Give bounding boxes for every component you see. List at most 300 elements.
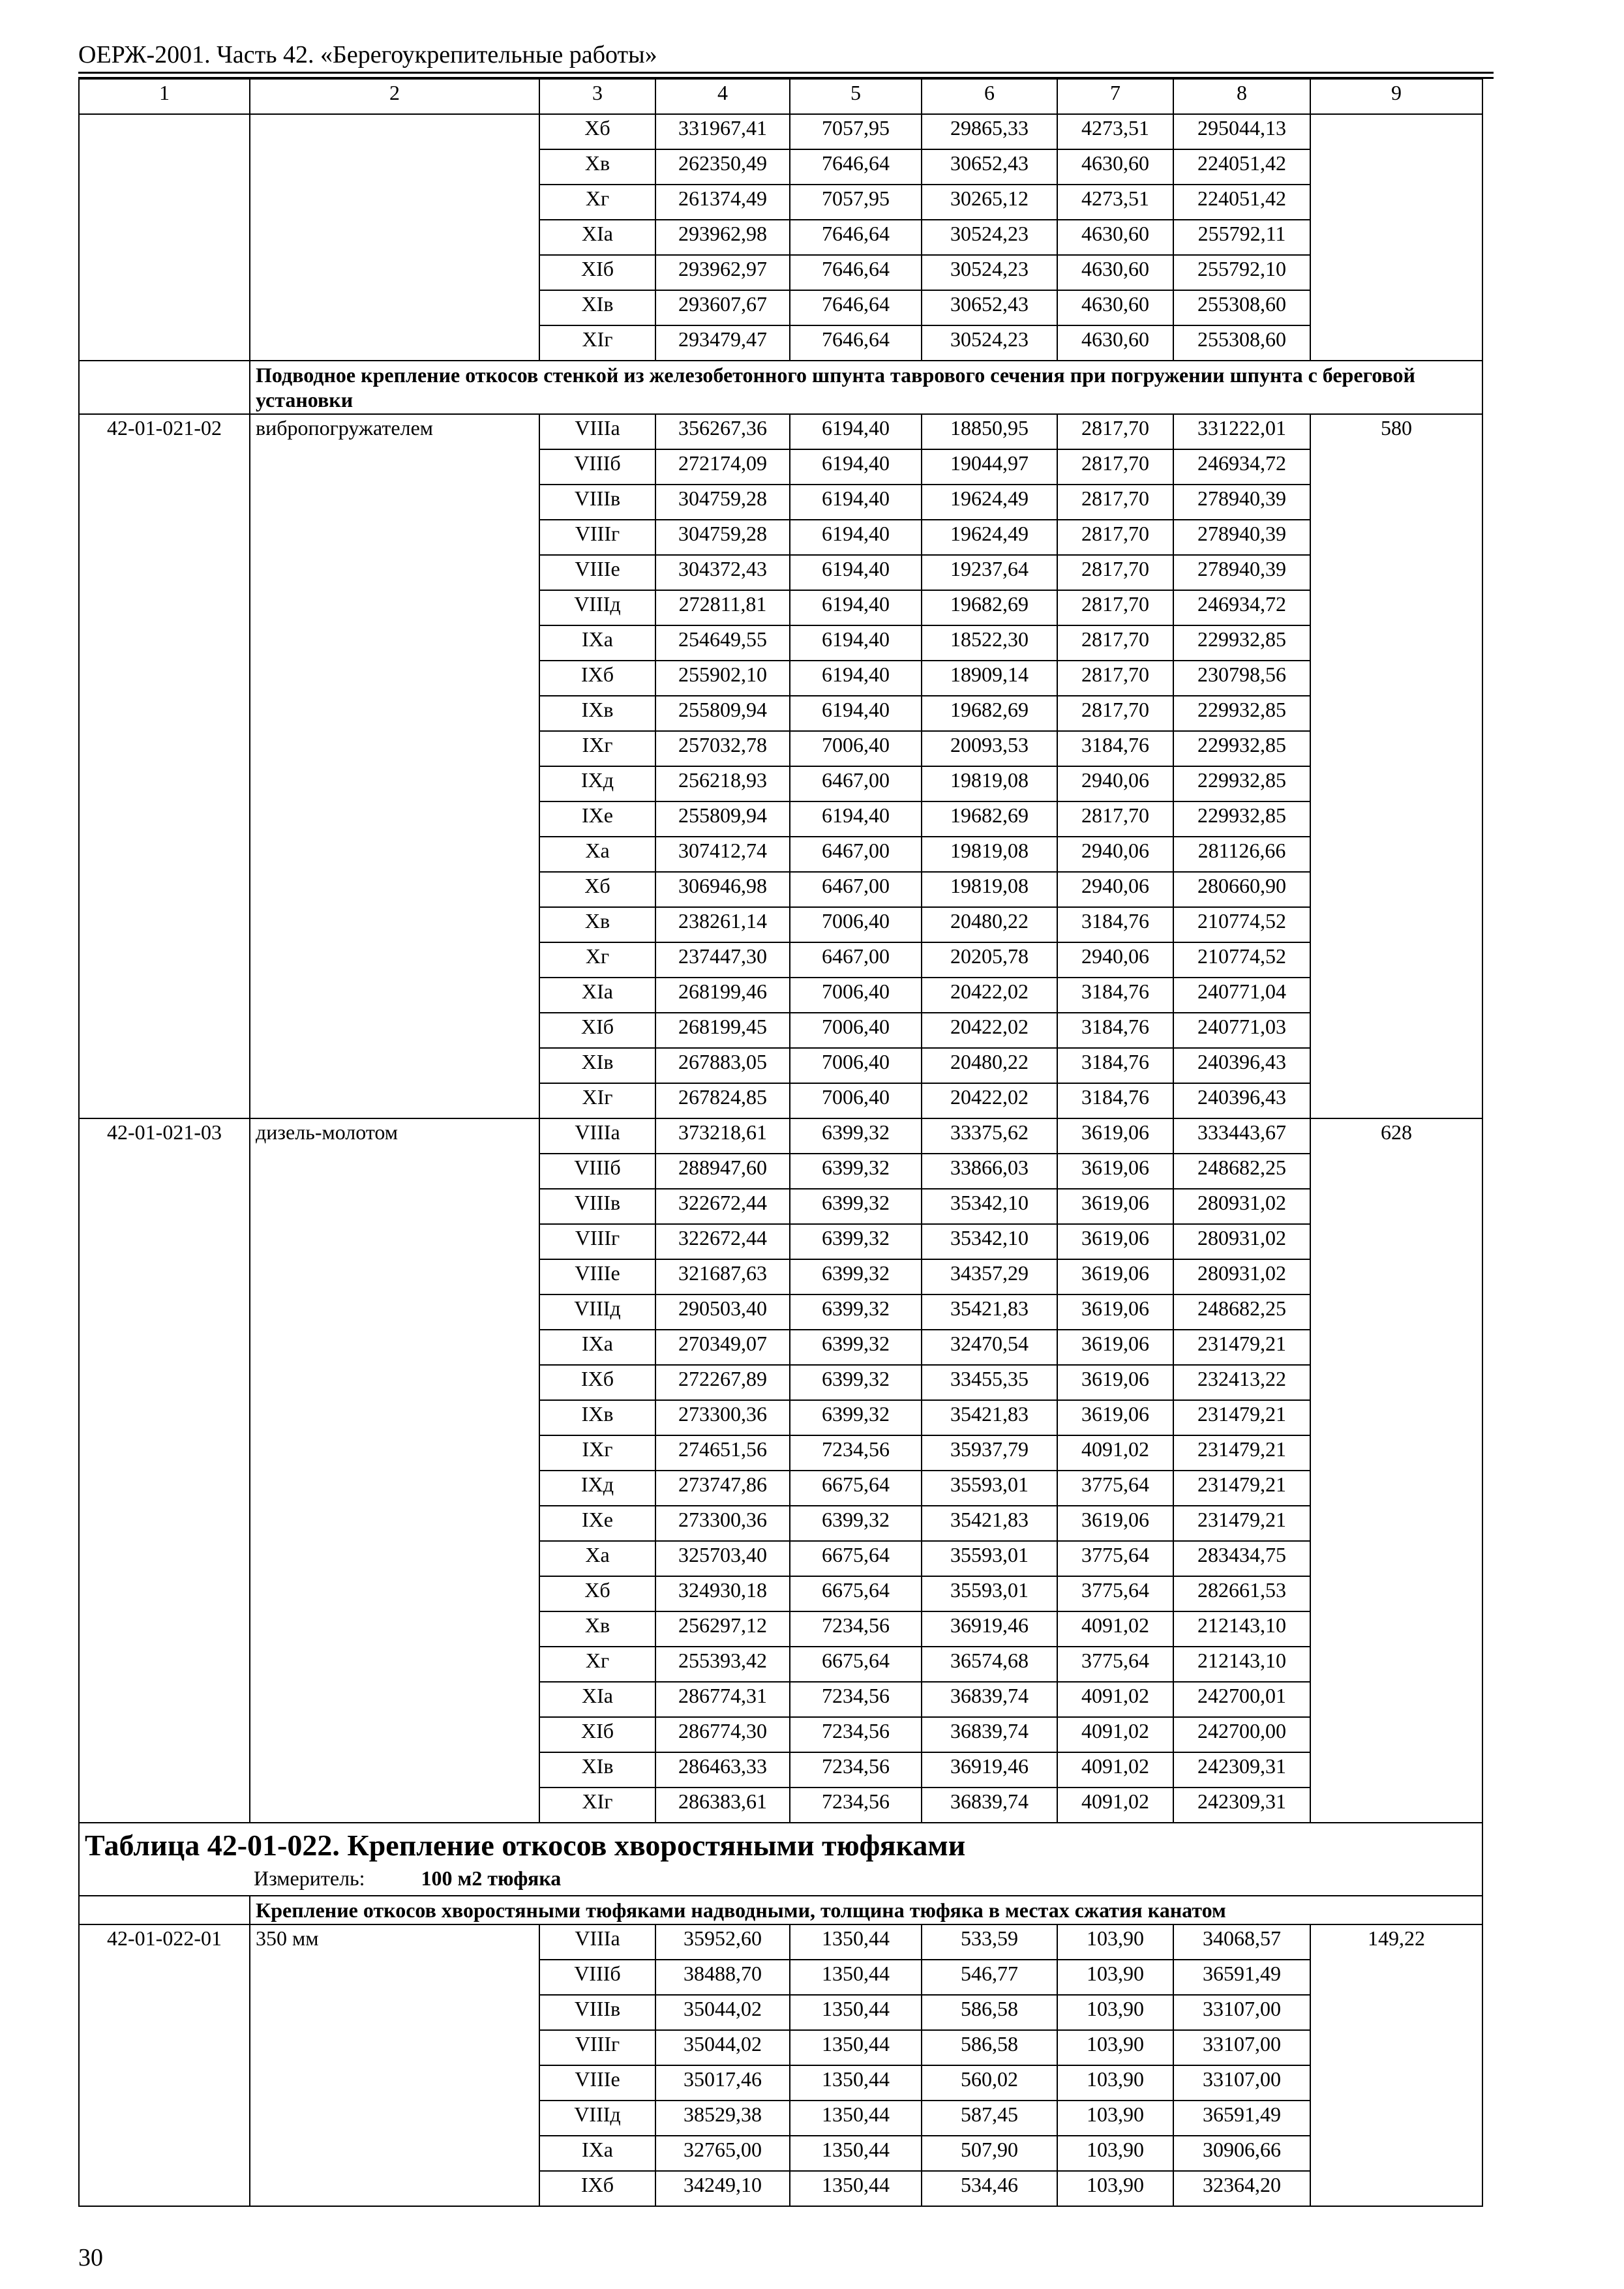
wage-cell: 6194,40 (790, 449, 922, 485)
labor-cost-cell: 149,22 (1310, 1924, 1482, 2206)
total-cost-cell: 286774,30 (655, 1717, 790, 1752)
total-cost-cell: 255902,10 (655, 661, 790, 696)
materials-cell: 33107,00 (1173, 2065, 1310, 2101)
wage-cell: 6467,00 (790, 837, 922, 872)
machine-cost-cell: 36919,46 (922, 1752, 1057, 1788)
total-cost-cell: 237447,30 (655, 942, 790, 978)
machinist-wage-cell: 2817,70 (1057, 590, 1173, 625)
total-cost-cell: 273300,36 (655, 1400, 790, 1435)
wage-cell: 7006,40 (790, 907, 922, 942)
materials-cell: 278940,39 (1173, 555, 1310, 590)
wage-cell: 7006,40 (790, 1048, 922, 1083)
materials-cell: 229932,85 (1173, 766, 1310, 801)
zone-cell: VIIIг (539, 1224, 655, 1259)
machine-cost-cell: 19044,97 (922, 449, 1057, 485)
total-cost-cell: 38488,70 (655, 1960, 790, 1995)
machine-cost-cell: 29865,33 (922, 114, 1057, 149)
machine-cost-cell: 35593,01 (922, 1471, 1057, 1506)
machine-cost-cell: 560,02 (922, 2065, 1057, 2101)
wage-cell: 6194,40 (790, 414, 922, 449)
zone-cell: VIIIд (539, 1294, 655, 1330)
machine-cost-cell: 19819,08 (922, 766, 1057, 801)
wage-cell: 7234,56 (790, 1717, 922, 1752)
total-cost-cell: 254649,55 (655, 625, 790, 661)
zone-cell: Хг (539, 942, 655, 978)
total-cost-cell: 286383,61 (655, 1788, 790, 1823)
work-name: дизель-молотом (250, 1118, 539, 1823)
machinist-wage-cell: 103,90 (1057, 2101, 1173, 2136)
col-header: 1 (79, 79, 250, 114)
materials-cell: 231479,21 (1173, 1471, 1310, 1506)
wage-cell: 6399,32 (790, 1400, 922, 1435)
machinist-wage-cell: 2817,70 (1057, 661, 1173, 696)
page-title: ОЕРЖ-2001. Часть 42. «Берегоукрепительные работы» (78, 41, 657, 68)
wage-cell: 7646,64 (790, 290, 922, 325)
zone-cell: ХIг (539, 325, 655, 361)
wage-cell: 7057,95 (790, 114, 922, 149)
labor-cost-cell: 580 (1310, 414, 1482, 1118)
zone-cell: IХе (539, 1506, 655, 1541)
col-header: 3 (539, 79, 655, 114)
wage-cell: 6675,64 (790, 1471, 922, 1506)
zone-cell: ХIб (539, 1717, 655, 1752)
materials-cell: 240396,43 (1173, 1083, 1310, 1118)
machinist-wage-cell: 2940,06 (1057, 872, 1173, 907)
table-row (79, 414, 1482, 449)
work-name: вибропогружателем (250, 414, 539, 1118)
zone-cell: ХIв (539, 1752, 655, 1788)
zone-cell: VIIIб (539, 449, 655, 485)
machinist-wage-cell: 3619,06 (1057, 1400, 1173, 1435)
machine-cost-cell: 33455,35 (922, 1365, 1057, 1400)
machinist-wage-cell: 3619,06 (1057, 1118, 1173, 1154)
machinist-wage-cell: 2817,70 (1057, 520, 1173, 555)
materials-cell: 333443,67 (1173, 1118, 1310, 1154)
machinist-wage-cell: 3184,76 (1057, 978, 1173, 1013)
machine-cost-cell: 19682,69 (922, 801, 1057, 837)
zone-cell: ХIв (539, 290, 655, 325)
zone-cell: ХIб (539, 1013, 655, 1048)
machinist-wage-cell: 3184,76 (1057, 907, 1173, 942)
materials-cell: 295044,13 (1173, 114, 1310, 149)
wage-cell: 6399,32 (790, 1330, 922, 1365)
machinist-wage-cell: 2817,70 (1057, 485, 1173, 520)
machinist-wage-cell: 3184,76 (1057, 1048, 1173, 1083)
total-cost-cell: 262350,49 (655, 149, 790, 185)
total-cost-cell: 272811,81 (655, 590, 790, 625)
wage-cell: 6399,32 (790, 1189, 922, 1224)
wage-cell: 1350,44 (790, 2065, 922, 2101)
zone-cell: IХд (539, 1471, 655, 1506)
machinist-wage-cell: 3619,06 (1057, 1189, 1173, 1224)
machine-cost-cell: 20422,02 (922, 1083, 1057, 1118)
table-body (79, 79, 1482, 2206)
zone-cell: IХв (539, 1400, 655, 1435)
machinist-wage-cell: 4273,51 (1057, 185, 1173, 220)
zone-cell: IХб (539, 2171, 655, 2206)
total-cost-cell: 261374,49 (655, 185, 790, 220)
materials-cell: 281126,66 (1173, 837, 1310, 872)
total-cost-cell: 272174,09 (655, 449, 790, 485)
total-cost-cell: 272267,89 (655, 1365, 790, 1400)
column-number-row (79, 79, 1482, 114)
total-cost-cell: 270349,07 (655, 1330, 790, 1365)
zone-cell: Хв (539, 907, 655, 942)
total-cost-cell: 257032,78 (655, 731, 790, 766)
total-cost-cell: 255809,94 (655, 801, 790, 837)
machine-cost-cell: 33375,62 (922, 1118, 1057, 1154)
machinist-wage-cell: 4273,51 (1057, 114, 1173, 149)
machinist-wage-cell: 4630,60 (1057, 220, 1173, 255)
materials-cell: 229932,85 (1173, 696, 1310, 731)
machinist-wage-cell: 3775,64 (1057, 1647, 1173, 1682)
machinist-wage-cell: 103,90 (1057, 1960, 1173, 1995)
total-cost-cell: 267824,85 (655, 1083, 790, 1118)
total-cost-cell: 32765,00 (655, 2136, 790, 2171)
machine-cost-cell: 19819,08 (922, 872, 1057, 907)
machine-cost-cell: 534,46 (922, 2171, 1057, 2206)
work-name (250, 114, 539, 361)
wage-cell: 6194,40 (790, 696, 922, 731)
zone-cell: Ха (539, 1541, 655, 1576)
zone-cell: IХд (539, 766, 655, 801)
wage-cell: 7646,64 (790, 149, 922, 185)
machine-cost-cell: 19819,08 (922, 837, 1057, 872)
total-cost-cell: 288947,60 (655, 1154, 790, 1189)
materials-cell: 248682,25 (1173, 1154, 1310, 1189)
total-cost-cell: 304759,28 (655, 485, 790, 520)
zone-cell: IХб (539, 661, 655, 696)
materials-cell: 34068,57 (1173, 1924, 1310, 1960)
machinist-wage-cell: 3775,64 (1057, 1471, 1173, 1506)
materials-cell: 231479,21 (1173, 1400, 1310, 1435)
materials-cell: 278940,39 (1173, 485, 1310, 520)
materials-cell: 232413,22 (1173, 1365, 1310, 1400)
machine-cost-cell: 586,58 (922, 2030, 1057, 2065)
machine-cost-cell: 587,45 (922, 2101, 1057, 2136)
total-cost-cell: 274651,56 (655, 1435, 790, 1471)
wage-cell: 6399,32 (790, 1224, 922, 1259)
materials-cell: 240771,03 (1173, 1013, 1310, 1048)
total-cost-cell: 324930,18 (655, 1576, 790, 1611)
machine-cost-cell: 586,58 (922, 1995, 1057, 2030)
machinist-wage-cell: 3775,64 (1057, 1576, 1173, 1611)
machine-cost-cell: 18850,95 (922, 414, 1057, 449)
machine-cost-cell: 20205,78 (922, 942, 1057, 978)
machine-cost-cell: 35421,83 (922, 1400, 1057, 1435)
machinist-wage-cell: 4091,02 (1057, 1682, 1173, 1717)
machinist-wage-cell: 103,90 (1057, 2171, 1173, 2206)
machine-cost-cell: 36839,74 (922, 1682, 1057, 1717)
zone-cell: ХIг (539, 1083, 655, 1118)
machine-cost-cell: 19682,69 (922, 696, 1057, 731)
total-cost-cell: 293962,98 (655, 220, 790, 255)
materials-cell: 246934,72 (1173, 449, 1310, 485)
wage-cell: 7006,40 (790, 731, 922, 766)
total-cost-cell: 34249,10 (655, 2171, 790, 2206)
labor-cost-cell: 628 (1310, 1118, 1482, 1823)
machinist-wage-cell: 3184,76 (1057, 1083, 1173, 1118)
machine-cost-cell: 533,59 (922, 1924, 1057, 1960)
zone-cell: Хб (539, 114, 655, 149)
wage-cell: 7646,64 (790, 325, 922, 361)
materials-cell: 229932,85 (1173, 625, 1310, 661)
wage-cell: 7006,40 (790, 1013, 922, 1048)
wage-cell: 1350,44 (790, 1924, 922, 1960)
machinist-wage-cell: 103,90 (1057, 2030, 1173, 2065)
total-cost-cell: 268199,46 (655, 978, 790, 1013)
total-cost-cell: 255809,94 (655, 696, 790, 731)
section-spacer (79, 361, 250, 414)
machine-cost-cell: 30524,23 (922, 325, 1057, 361)
materials-cell: 210774,52 (1173, 942, 1310, 978)
zone-cell: ХIа (539, 978, 655, 1013)
materials-cell: 224051,42 (1173, 149, 1310, 185)
zone-cell: Хв (539, 149, 655, 185)
machine-cost-cell: 18522,30 (922, 625, 1057, 661)
machine-cost-cell: 35593,01 (922, 1576, 1057, 1611)
materials-cell: 242309,31 (1173, 1752, 1310, 1788)
table-row (79, 1118, 1482, 1154)
machinist-wage-cell: 4091,02 (1057, 1788, 1173, 1823)
total-cost-cell: 293479,47 (655, 325, 790, 361)
wage-cell: 6194,40 (790, 801, 922, 837)
machine-cost-cell: 30524,23 (922, 255, 1057, 290)
wage-cell: 7006,40 (790, 978, 922, 1013)
total-cost-cell: 306946,98 (655, 872, 790, 907)
zone-cell: VIIIв (539, 1189, 655, 1224)
total-cost-cell: 35044,02 (655, 2030, 790, 2065)
wage-cell: 6675,64 (790, 1576, 922, 1611)
wage-cell: 6194,40 (790, 485, 922, 520)
machine-cost-cell: 19624,49 (922, 520, 1057, 555)
machine-cost-cell: 33866,03 (922, 1154, 1057, 1189)
wage-cell: 7234,56 (790, 1682, 922, 1717)
wage-cell: 6399,32 (790, 1365, 922, 1400)
zone-cell: VIIIд (539, 2101, 655, 2136)
rate-code: 42-01-021-02 (79, 414, 250, 1118)
machinist-wage-cell: 3619,06 (1057, 1259, 1173, 1294)
zone-cell: Хг (539, 185, 655, 220)
total-cost-cell: 35044,02 (655, 1995, 790, 2030)
materials-cell: 331222,01 (1173, 414, 1310, 449)
total-cost-cell: 286463,33 (655, 1752, 790, 1788)
total-cost-cell: 267883,05 (655, 1048, 790, 1083)
col-header: 8 (1173, 79, 1310, 114)
machinist-wage-cell: 4630,60 (1057, 255, 1173, 290)
wage-cell: 6399,32 (790, 1506, 922, 1541)
total-cost-cell: 273300,36 (655, 1506, 790, 1541)
machine-cost-cell: 35342,10 (922, 1189, 1057, 1224)
wage-cell: 6194,40 (790, 555, 922, 590)
zone-cell: Хв (539, 1611, 655, 1647)
machinist-wage-cell: 2940,06 (1057, 837, 1173, 872)
measure-value: 100 м2 тюфяка (421, 1866, 562, 1890)
work-name: 350 мм (250, 1924, 539, 2206)
wage-cell: 6399,32 (790, 1118, 922, 1154)
materials-cell: 212143,10 (1173, 1647, 1310, 1682)
machinist-wage-cell: 3619,06 (1057, 1506, 1173, 1541)
zone-cell: IХг (539, 731, 655, 766)
labor-cost-cell (1310, 114, 1482, 361)
wage-cell: 7234,56 (790, 1435, 922, 1471)
materials-cell: 230798,56 (1173, 661, 1310, 696)
machine-cost-cell: 19682,69 (922, 590, 1057, 625)
total-cost-cell: 321687,63 (655, 1259, 790, 1294)
machine-cost-cell: 36839,74 (922, 1788, 1057, 1823)
materials-cell: 36591,49 (1173, 1960, 1310, 1995)
zone-cell: VIIIд (539, 590, 655, 625)
total-cost-cell: 286774,31 (655, 1682, 790, 1717)
zone-cell: VIIIе (539, 1259, 655, 1294)
total-cost-cell: 35952,60 (655, 1924, 790, 1960)
machine-cost-cell: 36919,46 (922, 1611, 1057, 1647)
wage-cell: 6675,64 (790, 1647, 922, 1682)
machinist-wage-cell: 103,90 (1057, 1995, 1173, 2030)
zone-cell: VIIIе (539, 2065, 655, 2101)
machine-cost-cell: 36839,74 (922, 1717, 1057, 1752)
machine-cost-cell: 36574,68 (922, 1647, 1057, 1682)
machinist-wage-cell: 4091,02 (1057, 1435, 1173, 1471)
zone-cell: ХIб (539, 255, 655, 290)
zone-cell: ХIа (539, 1682, 655, 1717)
total-cost-cell: 373218,61 (655, 1118, 790, 1154)
materials-cell: 242700,01 (1173, 1682, 1310, 1717)
machinist-wage-cell: 3619,06 (1057, 1330, 1173, 1365)
machinist-wage-cell: 103,90 (1057, 2136, 1173, 2171)
total-cost-cell: 293607,67 (655, 290, 790, 325)
col-header: 4 (655, 79, 790, 114)
zone-cell: Ха (539, 837, 655, 872)
machinist-wage-cell: 4630,60 (1057, 325, 1173, 361)
section-title: Крепление откосов хворостяными тюфяками надводными, толщина тюфяка в местах сжатия канатом (250, 1896, 1482, 1924)
section-title: Подводное крепление откосов стенкой из железобетонного шпунта таврового сечения при погружении шпунта с береговой установки (250, 361, 1482, 414)
col-header: 7 (1057, 79, 1173, 114)
wage-cell: 7234,56 (790, 1611, 922, 1647)
machinist-wage-cell: 103,90 (1057, 2065, 1173, 2101)
col-header: 2 (250, 79, 539, 114)
price-table-container (78, 78, 1483, 2207)
total-cost-cell: 322672,44 (655, 1189, 790, 1224)
wage-cell: 7234,56 (790, 1788, 922, 1823)
table-title-cell (79, 1823, 1482, 1896)
machinist-wage-cell: 4091,02 (1057, 1717, 1173, 1752)
materials-cell: 280931,02 (1173, 1259, 1310, 1294)
machinist-wage-cell: 3619,06 (1057, 1294, 1173, 1330)
machine-cost-cell: 30524,23 (922, 220, 1057, 255)
zone-cell: VIIIг (539, 2030, 655, 2065)
materials-cell: 280660,90 (1173, 872, 1310, 907)
machine-cost-cell: 19237,64 (922, 555, 1057, 590)
wage-cell: 6399,32 (790, 1294, 922, 1330)
machinist-wage-cell: 3619,06 (1057, 1365, 1173, 1400)
machine-cost-cell: 34357,29 (922, 1259, 1057, 1294)
wage-cell: 7006,40 (790, 1083, 922, 1118)
machinist-wage-cell: 4630,60 (1057, 290, 1173, 325)
machine-cost-cell: 30652,43 (922, 149, 1057, 185)
materials-cell: 30906,66 (1173, 2136, 1310, 2171)
zone-cell: ХIа (539, 220, 655, 255)
materials-cell: 229932,85 (1173, 801, 1310, 837)
col-header: 5 (790, 79, 922, 114)
machine-cost-cell: 35421,83 (922, 1506, 1057, 1541)
materials-cell: 212143,10 (1173, 1611, 1310, 1647)
machinist-wage-cell: 4630,60 (1057, 149, 1173, 185)
machine-cost-cell: 20093,53 (922, 731, 1057, 766)
materials-cell: 210774,52 (1173, 907, 1310, 942)
wage-cell: 6194,40 (790, 590, 922, 625)
rate-code: 42-01-022-01 (79, 1924, 250, 2206)
materials-cell: 280931,02 (1173, 1189, 1310, 1224)
machine-cost-cell: 20422,02 (922, 1013, 1057, 1048)
machine-cost-cell: 32470,54 (922, 1330, 1057, 1365)
wage-cell: 1350,44 (790, 2030, 922, 2065)
total-cost-cell: 331967,41 (655, 114, 790, 149)
zone-cell: IХа (539, 625, 655, 661)
materials-cell: 36591,49 (1173, 2101, 1310, 2136)
machinist-wage-cell: 103,90 (1057, 1924, 1173, 1960)
wage-cell: 6399,32 (790, 1154, 922, 1189)
machinist-wage-cell: 3184,76 (1057, 1013, 1173, 1048)
materials-cell: 255792,11 (1173, 220, 1310, 255)
zone-cell: VIIIб (539, 1960, 655, 1995)
total-cost-cell: 307412,74 (655, 837, 790, 872)
measure-line (80, 1865, 1482, 1895)
zone-cell: IХе (539, 801, 655, 837)
materials-cell: 240771,04 (1173, 978, 1310, 1013)
wage-cell: 6194,40 (790, 625, 922, 661)
wage-cell: 6194,40 (790, 661, 922, 696)
machine-cost-cell: 35593,01 (922, 1541, 1057, 1576)
materials-cell: 32364,20 (1173, 2171, 1310, 2206)
page-header (78, 38, 1494, 79)
wage-cell: 7646,64 (790, 255, 922, 290)
machinist-wage-cell: 2817,70 (1057, 801, 1173, 837)
materials-cell: 246934,72 (1173, 590, 1310, 625)
wage-cell: 6194,40 (790, 520, 922, 555)
total-cost-cell: 325703,40 (655, 1541, 790, 1576)
total-cost-cell: 290503,40 (655, 1294, 790, 1330)
wage-cell: 7646,64 (790, 220, 922, 255)
machinist-wage-cell: 3775,64 (1057, 1541, 1173, 1576)
zone-cell: VIIIа (539, 414, 655, 449)
machinist-wage-cell: 3619,06 (1057, 1224, 1173, 1259)
machinist-wage-cell: 2940,06 (1057, 942, 1173, 978)
header-rule (78, 72, 1494, 74)
zone-cell: VIIIб (539, 1154, 655, 1189)
table-title-row (79, 1823, 1482, 1896)
total-cost-cell: 268199,45 (655, 1013, 790, 1048)
section-header (79, 1896, 1482, 1924)
total-cost-cell: 304759,28 (655, 520, 790, 555)
zone-cell: Хб (539, 1576, 655, 1611)
machinist-wage-cell: 2817,70 (1057, 414, 1173, 449)
wage-cell: 1350,44 (790, 2136, 922, 2171)
section-header (79, 361, 1482, 414)
machine-cost-cell: 18909,14 (922, 661, 1057, 696)
total-cost-cell: 35017,46 (655, 2065, 790, 2101)
materials-cell: 242309,31 (1173, 1788, 1310, 1823)
machine-cost-cell: 20480,22 (922, 1048, 1057, 1083)
wage-cell: 6675,64 (790, 1541, 922, 1576)
machine-cost-cell: 35421,83 (922, 1294, 1057, 1330)
materials-cell: 242700,00 (1173, 1717, 1310, 1752)
machinist-wage-cell: 2817,70 (1057, 555, 1173, 590)
wage-cell: 1350,44 (790, 2101, 922, 2136)
machine-cost-cell: 35937,79 (922, 1435, 1057, 1471)
wage-cell: 1350,44 (790, 2171, 922, 2206)
materials-cell: 240396,43 (1173, 1048, 1310, 1083)
